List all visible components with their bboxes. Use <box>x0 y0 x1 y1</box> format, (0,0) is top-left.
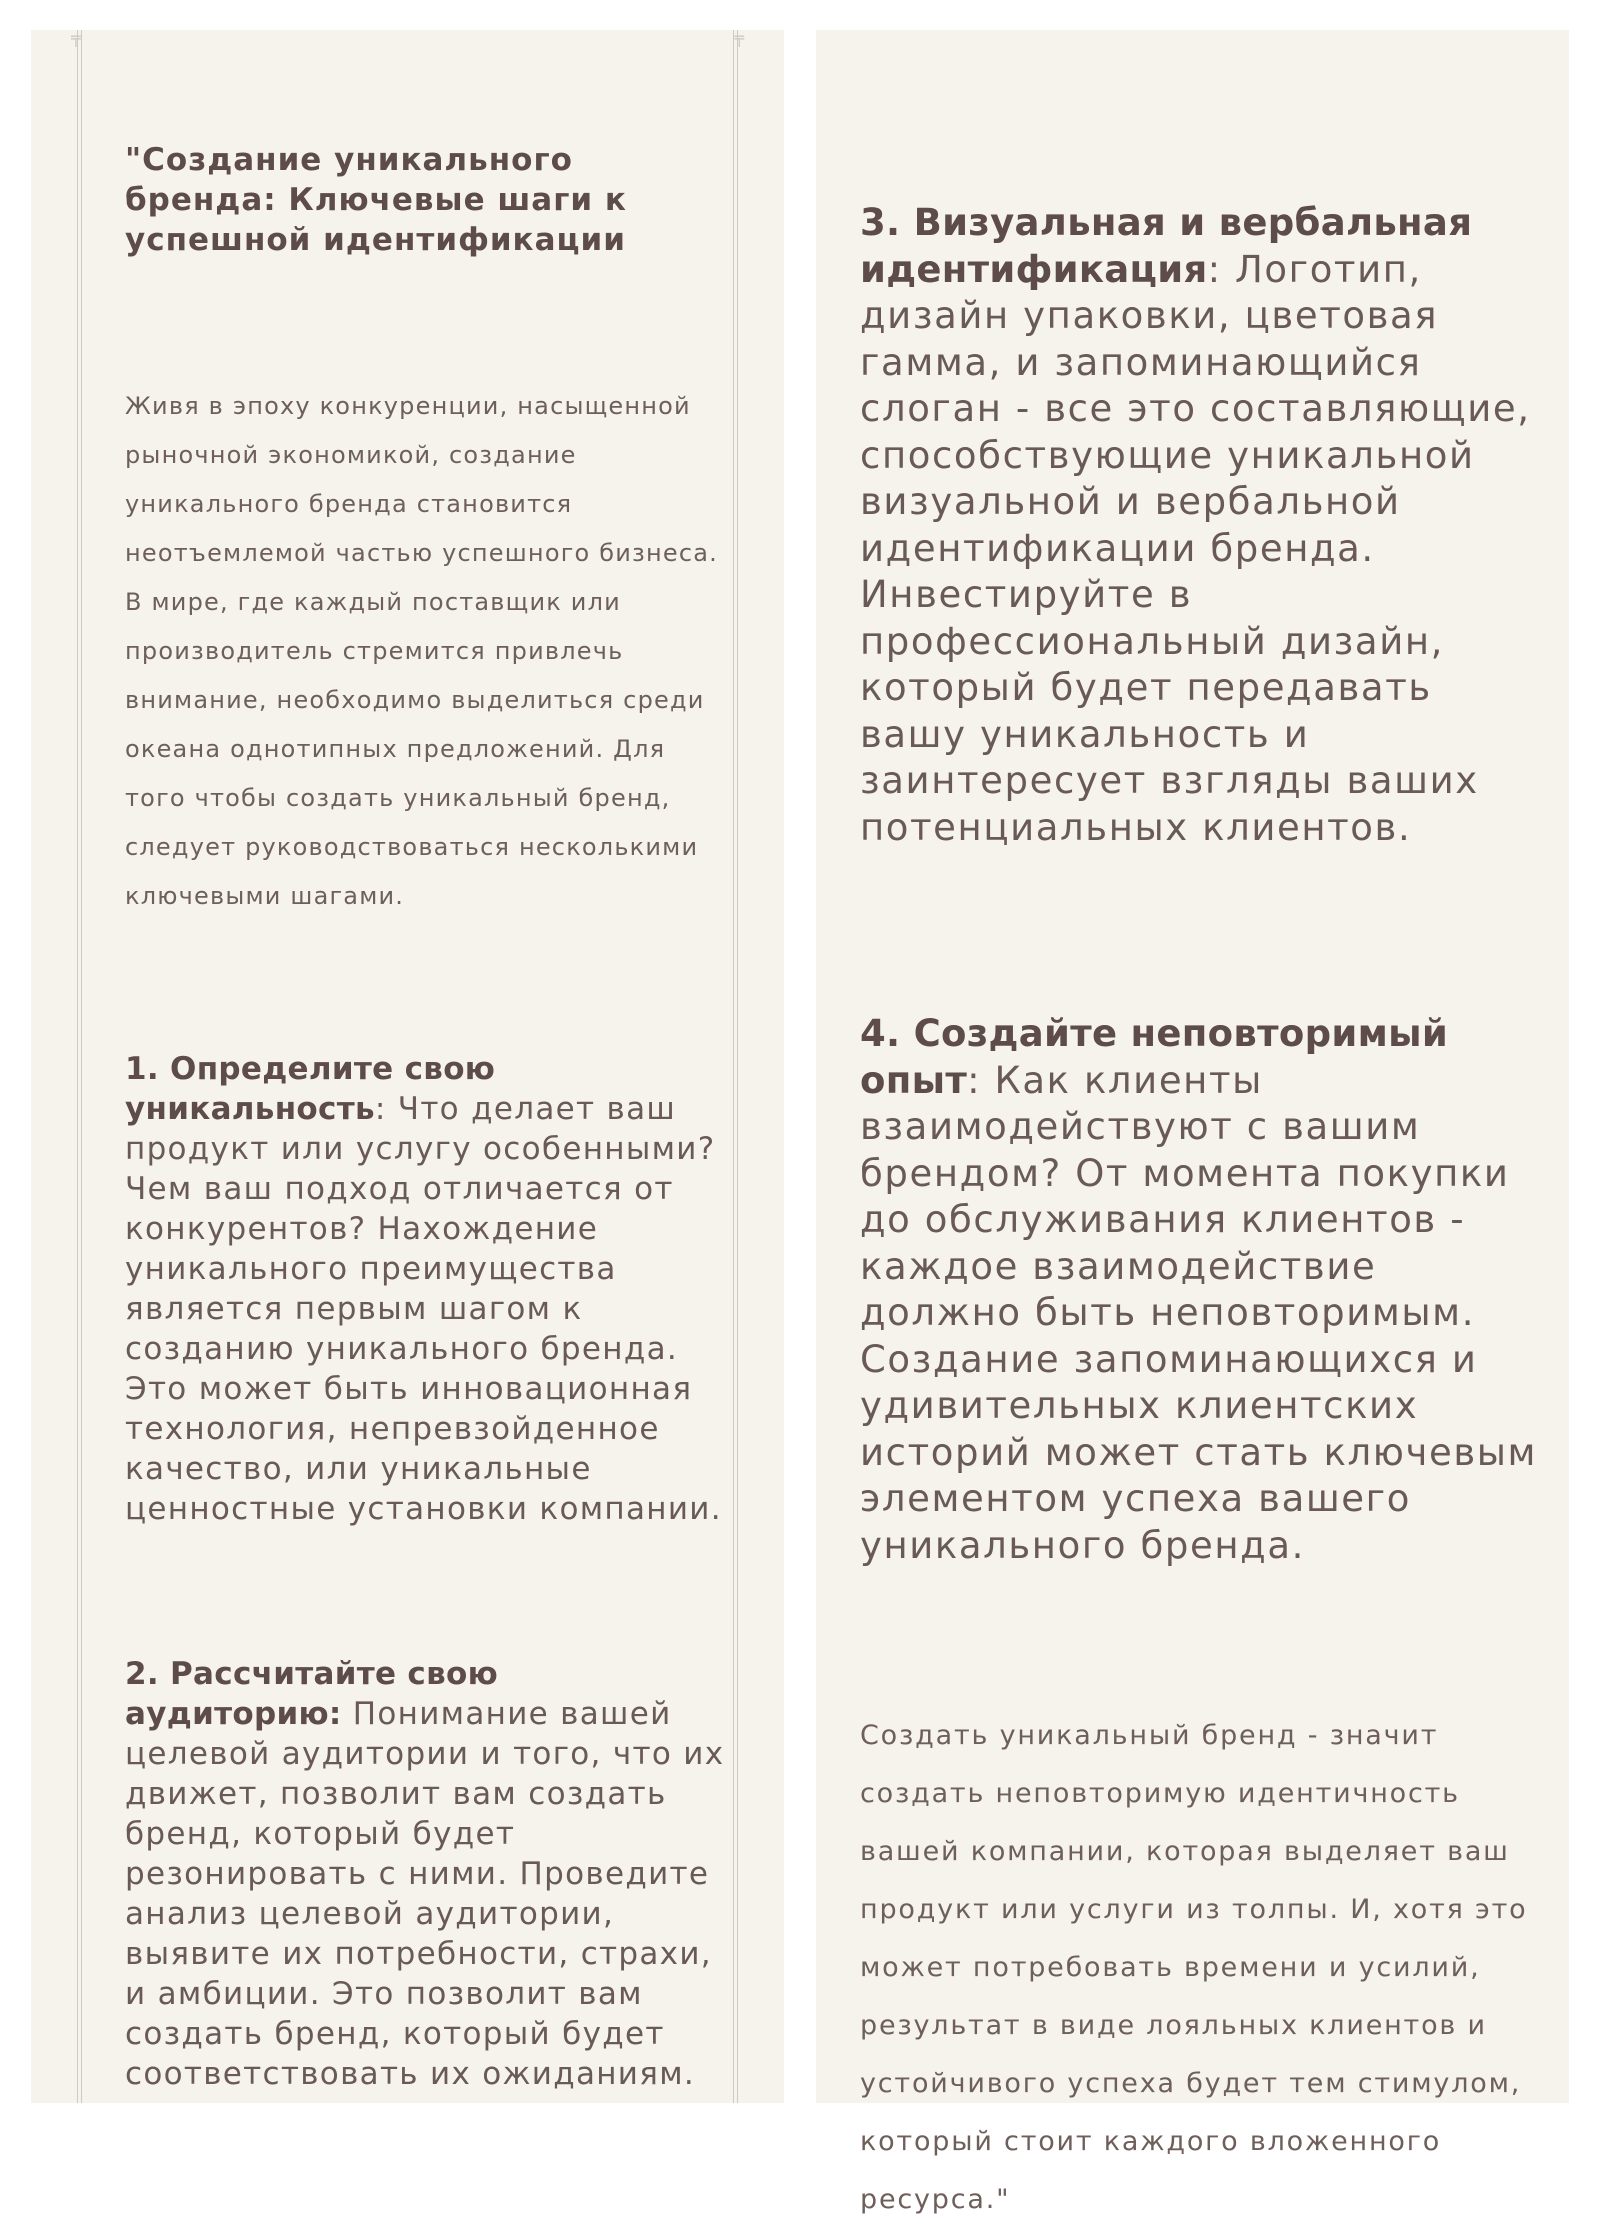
page-border-line <box>77 30 78 2103</box>
step-2-paragraph <box>125 1654 725 2094</box>
article-title: "Создание уникального бренда: Ключевые шаги к успешной идентификации <box>125 142 627 258</box>
left-content <box>125 140 725 2094</box>
page-border-line <box>737 30 738 2103</box>
step-4-body: : Как клиенты взаимодействуют с вашим брендом? От момента покупки до обслуживания клиентов - каждое взаимодействие должно быть неповторимым. Создание запоминающихся и удивительных клиентских историй может стать ключевым элементом успеха вашего уникального бренда. <box>860 1058 1538 1567</box>
step-1-body: : Что делает ваш продукт или услугу особенными? Чем ваш подход отличается от конкурентов? Нахождение уникального преимущества является первым шагом к созданию уникального бренда. Это может быть инновационная технология, непревзойденное качество, или уникальные ценностные установки компании. <box>125 1091 722 1527</box>
step-1-heading: 1. Определите свою уникальность <box>125 1051 496 1127</box>
step-4-paragraph <box>860 1011 1540 1569</box>
page-border-line <box>733 30 734 2103</box>
step-3-paragraph <box>860 200 1540 851</box>
page-border-line <box>81 30 82 2103</box>
corner-ornament-icon: ╤ <box>734 28 744 47</box>
step-2-body: Понимание вашей целевой аудитории и того, что их движет, позволит вам создать бренд, который будет резонировать с ними. Проведите анализ целевой аудитории, выявите их потребности, страхи, и амбиции. Это позволит вам создать бренд, который будет соответствовать их ожиданиям. <box>125 1696 725 2092</box>
conclusion-paragraph: Создать уникальный бренд - значит создать неповторимую идентичность вашей компании, которая выделяет ваш продукт или услуги из толпы. И, хотя это может потребовать времени и усилий, результат в виде лояльных клиентов и устойчивого успеха будет тем стимулом, который стоит каждого вложенного ресурса." <box>860 1720 1528 2215</box>
step-3-heading: 3. Визуальная и вербальная идентификация <box>860 201 1473 291</box>
corner-ornament-icon: ╤ <box>71 28 81 47</box>
right-content <box>860 200 1540 2229</box>
intro-paragraph: Живя в эпоху конкуренции, насыщенной рыночной экономикой, создание уникального бренда становится неотъемлемой частью успешного бизнеса. В мире, где каждый поставщик или производитель стремится привлечь внимание, необходимо выделиться среди океана однотипных предложений. Для того чтобы создать уникальный бренд, следует руководствоваться несколькими ключевыми шагами. <box>125 392 718 910</box>
right-page-panel <box>816 30 1569 2215</box>
step-2-heading: 2. Рассчитайте свою аудиторию: <box>125 1656 499 1732</box>
step-4-heading: 4. Создайте неповторимый опыт <box>860 1012 1449 1102</box>
left-page-panel <box>31 30 784 2103</box>
step-3-body: : Логотип, дизайн упаковки, цветовая гамма, и запоминающийся слоган - все это составляющие, способствующие уникальной визуальной и вербальной идентификации бренда. Инвестируйте в профессиональный дизайн, который будет передавать вашу уникальность и заинтересует взгляды ваших потенциальных клиентов. <box>860 247 1531 849</box>
step-1-paragraph <box>125 1049 725 1529</box>
